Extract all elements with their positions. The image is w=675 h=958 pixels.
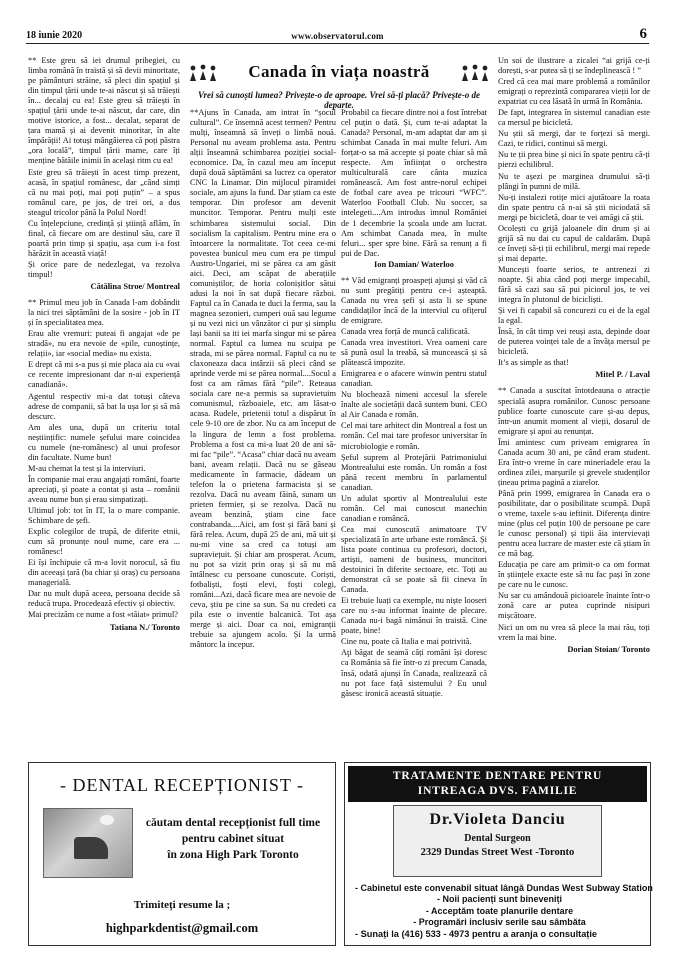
paragraph: Canada vrea forță de muncă calificată. [341,326,470,336]
lamp-shape [100,815,114,825]
dental-chair-shape [74,837,108,859]
paragraph: De fapt, integrarea în sistemul canadian este ca mersul pe bicicletă. [498,108,650,128]
dentist-title: Dental Surgeon [464,833,531,844]
article-subtitle: Vrei să cunoști lumea? Privește-o de aproape. Vrei să-ți placă? Privește-o de departe. [198,90,480,110]
ad-line: pentru cabinet situat [181,833,285,845]
paragraph: Probabil ca fiecare dintre noi a fost întrebat cel puțin o dată. Și, cum te-ai adaptat la Canada? Personal, m-am adaptat dar am și schimbat Canada în mai multe feluri. Am forțat-o sa mă accepte și poate chiar să mă respecte. Am înființat o orchestra multiculturală care cânta muzica românească. Am fost antre-norul echipei de fotbal care avea pe tricouri “WFC”. Waterloo Football Club. Nu soccer, sa intelegeti....Am introdus imnul României de 1 decembrie la școala unde am lucrat. Am schimbat Canada mea, în multe feluri... sper spre bine. Fără sa renunț a fi pui de Dac. [341,108,487,258]
dental-receptionist-ad [28,762,336,946]
banner-line: INTREAGA DVS. FAMILIE [417,785,578,797]
paragraph: Cel mai tare arhitect din Montreal a fost un român. Cel mai tare profesor universitar în microbiologie e român. [341,421,487,451]
author-signature: Tatiana N./ Toronto [109,622,180,632]
paragraph: Mai precizăm ce nume a fost «tăiat» primul? [28,610,178,620]
paragraph: Nu blochează nimeni accesul la sferele înalte ale societății dacă suntem buni. CEO al Air Canada e român. [341,390,487,420]
paragraph: Ocolești cu grijă jaloanele din drum și ai grijă să nu dai cu capul de caldarâm. După ce înveți să-ți ții echilibrul, mergi mai repede și mai departe. [498,223,650,263]
paragraph: ** Este greu să iei drumul pribegiei, cu limba română în traistă și să devii minoritate, pe pământuri străine, să pleci din spațiul și din timpul țării unde te-ai născut și să trăiești în... decalaj cu ea! Este greu să trăiești în spațiul țării unde te-ai născut, dar care, din motive istorice, a fost... decalat, separat de țara mamă și ai devenit minoritar, în alte împărății! Ai totuși mângâierea că poți păstra „ora locală”, timpul țării mame, care îți menține bătăile inimii în același ritm cu ea! [28,56,180,166]
paragraph: Agentul respectiv mi-a dat totuși câteva adrese de companii, să bat la ușa lor și să mă descurc. [28,391,180,421]
page-header [26,22,649,44]
paragraph: Este greu să trăiești în acest timp prezent, acasă, în spațiul românesc, dar „când simți că nu mai poți, mai poți puțin” – a spus românul care, pe jos, de trei ori, a dus steagul tricolor până la Polul Nord! [28,167,180,217]
paragraph: E drept că mi s-a pus și mie placa aia cu «vai ce recente impresionant dar n-ai experiență canadiană». [28,360,180,390]
author-signature: Cătălina Stroe/ Montreal [90,282,180,292]
paragraph: Nici un om nu vrea să plece la mai rău, toți vrem la mai bine. [498,622,650,642]
paragraph: Nu te așezi pe marginea drumului să-ți plângi în pumni de milă. [498,171,650,191]
paragraph: M-au chemat la test și la interviuri. [28,463,146,473]
bullet-line: - Cabinetul este convenabil situat lângă Dundas West Subway Station [355,883,653,893]
paragraph: Cea mai cunoscută animatoare TV specializată în arte urbane este româncă. Și lista poate continua cu profesori, doctori, artiști, oameni de business, muncitori destoinici în diferite sectoare, etc. Toți au demonstrat că se poate să fii cineva în Canada. [341,524,487,595]
paragraph: Un adulat sportiv al Montrealului este român. Cel mai cunoscut manechin canadian e româncă. [341,493,487,523]
article-header [188,56,490,113]
ad-body [139,815,327,863]
paragraph: Am ales una, după un criteriu total neștiințific: numele șefului mare coincidea cu numele (ne-românesc) al unui profesor din facultate. Nume bun! [28,422,180,462]
paragraph: ** Canada a suscitat întotdeauna o atracție specială asupra românilor. Cunosc persoane publice foarte cunoscute care și-au depus, într-un anumit moment al vieții, dosarul de emigrare și apoi au renunțat. [498,386,650,436]
ad-line: Trimiteți resume la ; [133,899,231,911]
banner-line: TRATAMENTE DENTARE PENTRU [392,770,603,782]
ad-banner [348,766,647,802]
column-2 [190,108,336,750]
ad-title: - DENTAL RECEPȚIONIST - [59,775,305,795]
paragraph: Cred că cea mai mare problemă a românilor emigrați o reprezintă compararea vieții lor de expatriat cu cea lăsată în urmă în România. [498,77,650,107]
bullet-line: - Acceptăm toate planurile dentare [425,906,574,916]
paragraph: În companie mai erau angajați români, foarte apreciați, și poate a contat și asta – românii aveau nume bun și erau simpatizați. [28,474,180,504]
paragraph: Canada vrea investitori. Vrea oameni care să pună osul la treabă, să muncească și să plătească impozite. [341,338,487,368]
paragraph: It’s as simple as that! [498,358,569,368]
paragraph: Cu înțelepciune, credință și știință aflăm, în final, că fiecare om are destinul său, care îl poartă prin timp și spațiu, așa cum i-a fost hărăzit în această viață! [28,218,180,258]
author-signature: Dorian Stoian/ Toronto [567,644,650,654]
office-photo [43,808,133,878]
paragraph: Educația pe care am primit-o ca om format în științele exacte este să nu fac pași în zone pe care nu le cunosc. [498,560,650,590]
paragraph: Muncești foarte serios, te antrenezi zi noapte. Și abia când poți merge impecabil, fără să cazi sau să pui piciorul jos, te vei integra în plutonul de bicicliști. [498,264,650,305]
paragraph: ** Primul meu job în Canada l-am dobândit la nici trei săptămâni de la sosire - job în IT și în specialitatea mea. [28,298,180,328]
column-1 [28,56,180,750]
dentist-ad [344,762,651,946]
paragraph: Nu știi să mergi, dar te forțezi să mergi. Cazi, te ridici, continui să mergi. [498,129,650,149]
paragraph: Până prin 1999, emigrarea în Canada era o posibilitate, dar o posibilitate scumpă. După o vreme, taxele s-au ieftinit. Diferența dintre mine (plus cel puțin 100 de persoane pe care le cunosc personal) și tipii ăia intervievați pentru acea lucrare de master este că știam în ce mă bag. [498,488,650,559]
ad-line: în zona High Park Toronto [167,849,299,861]
paragraph: Aţi băgat de seamă câți români își doresc ca România să fie într-o zi precum Canada, însă, odată ajunși în Canada, realizează că nu pot face față sistemului ? Eu unul găsesc ironică această situație. [341,648,487,698]
ad-line: căutam dental recepționist full time [145,817,321,829]
contact-email[interactable]: highparkdentist@gmail.com [105,921,259,935]
dentist-card [393,805,602,877]
paragraph: Cine nu, poate că Italia e mai potrivită. [341,637,472,647]
paragraph: **Ajuns în Canada, am intrat în “șocul cultural”. Ce însemnă acest termen? Pentru mulți, înseamnă să înveți o limbă nouă. Personal nu aveam problema asta. Pentru alții înseamnă schimbarea poziției social-economice. Da, în cazul meu am început după două săptămâni sa lucrez ca operator CNC la Linamar. Din mijlocul piramidei sociale, am ajuns la fund. Dar știam ca este temporar. Din profesor am devenit muncitor. Temporar. Pentru mulți este schimbarea sistemului social. Din socialism la capitalism. Pentru mine era o întoarcere la normalitate. Tot ceea ce-mi povestea bunicul meu cum era pe timpul Austro-Ungariei, mi se părea ca am găsit aici. Deci, am scăpat de aberațiile comuniștilor, de horia colonișitlor sătui adusi la noi în sat după fiecare război. Faptul ca în Canada te duci la ferma, sau la magnea sezonieri, cumperi ouă sau legume și nu vezi nici un vânzător ci pur și simplu lași banii sa iti iei marfa singur mi se părea normal. Faptul ca lumea nu scuipa pe strada, mi se părea normal. Faptul ca nu te claxoneaza daca intârzii să pleci când se aprinde verde mi se părea normal....Socul a fost ca am rămas fără “pile”. Reteaua sociala care ne-a permis sa supravietuim comunismul, războaiele, etc. am lăsat-o acasa. Rudele, prietenii totul a dispărut în cele 9-10 ore de zbor. Nu ca am început de la lingura de lemn a fost problema. Problema a fost ca mi-a luat 20 de ani să-mi fac “pile”. “Acasa” chiar dacă nu aveam bani, aveam relații. Dacă nu se găseau medicamente în farmacie, dădeam un telefon la o prietena farmacista și se rezolva. Dacă nu aveam făină, sunam un prieten fermier, și se rezolva. Dacă nu aveam benzină, știam cine face contrabanda....Aici, am fost și fără bani și fără relea. Acum, după 25 de ani, mă uit și nu-mi vine sa cred ca totuși am supraviețuit. Și chiar am prosperat. Acum, nu pot sa vizit prin oraș și să nu mă întâlnesc cu persoane cunoscute. Coriști, fotbaliști, foști elevi, foști colegi, români...Azi, dacă ficare mea are nevoie de ceva, știu pe cine sa sun. Sa nu credeti ca pila este o inventie balcanică. Tot așa merge și aici. Doar ca noi, emigranții trebuie sa ajungem acolo. Și la urmă mântorc la incepur. [190,108,336,650]
column-3 [341,108,487,750]
paragraph: Și vei fi capabil să concurezi cu ei de la egal la egal. [498,306,650,326]
author-signature: Mitel P. / Laval [595,370,650,380]
article-title: Canada în viața noastră [248,62,430,81]
issue-date: 18 iunie 2020 [26,30,83,41]
paragraph: Șeful suprem al Protejării Patrimoniului Montrealului este român. Un român a fost până recent membru în parlamentul canadian. [341,452,487,492]
paragraph: Explic colegilor de trupă, de diferite etnii, cum să pronunțe noul nume, care era ... românesc! [28,527,180,557]
dentist-name: Dr.Violeta Danciu [429,811,566,828]
paragraph: Emigrarea e o afacere winwin pentru statul canadian. [341,369,487,389]
paragraph: Nu-ți instalezi rotițe mici ajutătoare la roata din spate pentru că n-ai să știi niciodată să mergi pe bicicletă, doar te vei amăgi că știi. [498,192,650,222]
paragraph: Îmi amintesc cum priveam emigrarea în Canada acum 30 ani, pe când eram student. Era într-o vreme în care mineriadele erau la ordinea zilei, marșurile și grevele studenților țineau prima pagină a ziarelor. [498,437,650,487]
paragraph: Nu sar cu amândouă picioarele înainte într-o zonă care ar putea cuprinde nisipuri mișcătoare. [498,591,650,621]
contact-phone[interactable]: - Sunați la (416) 533 - 4973 pentru a aranja o consultație [355,929,598,939]
paragraph: Ei își închipuie că m-a lovit norocul, să fiu din aceeași țară (ba chiar și oraș) cu persoana managerială. [28,558,180,588]
page-number: 6 [639,26,647,42]
site-url[interactable]: www.observatorul.com [291,31,384,41]
bullet-line: - Noii pacienți sunt bineveniți [436,893,562,904]
bullet-line: - Programări inclusiv serile sau sâmbăta [413,916,586,927]
paragraph: Dar nu mult după aceea, persoana decide să reducă trupa. Procedează efectiv și obiectiv. [28,589,180,609]
author-signature: Ion Damian/ Waterloo [374,259,454,269]
dentist-address: 2329 Dundas Street West -Toronto [420,847,575,858]
paragraph: Nu te ții prea bine și nici în spate pentru că-ți pierzi echilibrul. [498,150,650,170]
paragraph: Și orice pare de nedezlegat, va rezolva timpul! [28,259,180,279]
ad-bullets [355,883,653,927]
paragraph: Erau alte vremuri: puteai fi angajat «de pe stradă», nu era nevoie de «pile, cunoștințe, relații», iar «social media» nu exista. [28,329,180,359]
paragraph: Ei trebuie luați ca exemple, nu niște looseri care nu s-au informat înainte de plecare. Canada nu-i bagă nimănui în traistă. Cine poate, bine! [341,596,487,636]
paragraph: Ultimul job: tot în IT, la o mare companie. Schimbare de șefi. [28,506,180,526]
paragraph: ** Văd emigranți proaspeți ajunși și văd că nu sunt pregătiți pentru ce-i așteaptă. Canada nu vrea șefi și asta li se spune candidaților încă de la interviul cu ofițerul de emigrare. [341,275,487,325]
paragraph: Un soi de ilustrare a zicalei “ai grijă ce-ți dorești, s-ar putea să ți se îndeplinească ! ” [498,56,650,76]
people-icon [460,63,490,85]
paragraph: Însă, în cât timp vei reuși asta, depinde doar de puterea voinței tale de a învăța mersul pe bicicletă. [498,327,650,357]
column-4 [498,56,650,750]
